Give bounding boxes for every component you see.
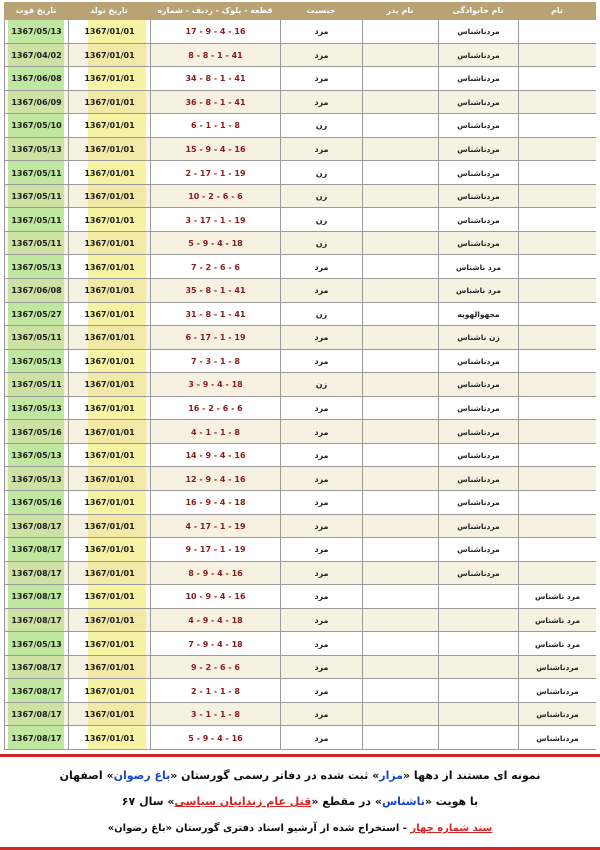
table-row	[4, 67, 596, 91]
birth-date-cell: 1367/01/01	[68, 114, 150, 138]
father-name-cell	[362, 279, 438, 303]
gender-cell: مرد	[280, 420, 362, 444]
gender-cell: مرد	[280, 609, 362, 633]
birth-date-cell: 1367/01/01	[68, 255, 150, 279]
name-cell	[518, 303, 596, 327]
grave-location-cell: 9 - 2 - 6 - 6	[150, 656, 280, 680]
father-name-cell	[362, 138, 438, 162]
name-cell: مرد ناشناس	[518, 585, 596, 609]
name-cell: مردناشناس	[518, 679, 596, 703]
family-name-cell	[438, 609, 518, 633]
family-name-cell: مرد ناشناس	[438, 255, 518, 279]
caption-highlight: ناشناس	[381, 795, 425, 808]
grave-location-cell: 2 - 1 - 1 - 8	[150, 679, 280, 703]
table-row	[4, 279, 596, 303]
header-family-name: نام خانوادگی	[452, 6, 504, 15]
birth-date-cell: 1367/01/01	[68, 185, 150, 209]
birth-date-cell: 1367/01/01	[68, 326, 150, 350]
table-row	[4, 255, 596, 279]
name-cell	[518, 161, 596, 185]
death-date-cell: 1367/05/13	[4, 467, 68, 491]
father-name-cell	[362, 656, 438, 680]
death-date-cell: 1367/08/17	[4, 538, 68, 562]
death-date-cell: 1367/05/13	[4, 444, 68, 468]
grave-location-cell: 3 - 9 - 4 - 18	[150, 373, 280, 397]
death-date-cell: 1367/08/17	[4, 562, 68, 586]
table-row	[4, 444, 596, 468]
family-name-cell: مردناشناس	[438, 467, 518, 491]
header-father-name: نام پدر	[386, 6, 414, 15]
death-date-cell: 1367/05/13	[4, 255, 68, 279]
birth-date-cell: 1367/01/01	[68, 562, 150, 586]
father-name-cell	[362, 397, 438, 421]
gender-cell: مرد	[280, 491, 362, 515]
gender-cell: مرد	[280, 279, 362, 303]
family-name-cell: مردناشناس	[438, 208, 518, 232]
death-date-cell: 1367/05/13	[4, 138, 68, 162]
table-row	[4, 538, 596, 562]
gender-cell: زن	[280, 208, 362, 232]
table-row	[4, 515, 596, 539]
birth-date-cell: 1367/01/01	[68, 420, 150, 444]
birth-date-cell: 1367/01/01	[68, 397, 150, 421]
document-caption	[0, 754, 600, 850]
birth-date-cell: 1367/01/01	[68, 138, 150, 162]
table-row	[4, 326, 596, 350]
family-name-cell: مردناشناس	[438, 232, 518, 256]
death-date-cell: 1367/08/17	[4, 609, 68, 633]
death-date-cell: 1367/08/17	[4, 679, 68, 703]
death-date-cell: 1367/05/16	[4, 420, 68, 444]
father-name-cell	[362, 91, 438, 115]
birth-date-cell: 1367/01/01	[68, 279, 150, 303]
father-name-cell	[362, 350, 438, 374]
death-date-cell: 1367/08/17	[4, 726, 68, 750]
birth-date-cell: 1367/01/01	[68, 632, 150, 656]
birth-date-cell: 1367/01/01	[68, 303, 150, 327]
gender-cell: مرد	[280, 397, 362, 421]
table-row	[4, 609, 596, 633]
gender-cell: مرد	[280, 585, 362, 609]
table-row	[4, 208, 596, 232]
table-row	[4, 679, 596, 703]
grave-location-cell: 35 - 8 - 1 - 41	[150, 279, 280, 303]
death-date-cell: 1367/05/16	[4, 491, 68, 515]
father-name-cell	[362, 467, 438, 491]
name-cell	[518, 208, 596, 232]
father-name-cell	[362, 44, 438, 68]
birth-date-cell: 1367/01/01	[68, 726, 150, 750]
family-name-cell: مردناشناس	[438, 373, 518, 397]
birth-date-cell: 1367/01/01	[68, 161, 150, 185]
birth-date-cell: 1367/01/01	[68, 20, 150, 44]
father-name-cell	[362, 562, 438, 586]
table-row	[4, 703, 596, 727]
grave-location-cell: 7 - 2 - 6 - 6	[150, 255, 280, 279]
grave-location-cell: 15 - 9 - 4 - 16	[150, 138, 280, 162]
caption-line-3	[0, 823, 600, 834]
gender-cell: مرد	[280, 726, 362, 750]
caption-highlight: مزار	[379, 769, 403, 782]
caption-text: » اصفهان	[59, 769, 114, 782]
birth-date-cell: 1367/01/01	[68, 515, 150, 539]
father-name-cell	[362, 703, 438, 727]
family-name-cell: مردناشناس	[438, 138, 518, 162]
family-name-cell: مردناشناس	[438, 44, 518, 68]
table-row	[4, 585, 596, 609]
father-name-cell	[362, 515, 438, 539]
name-cell	[518, 467, 596, 491]
family-name-cell: مردناشناس	[438, 67, 518, 91]
gender-cell: مرد	[280, 20, 362, 44]
death-date-cell: 1367/05/13	[4, 350, 68, 374]
birth-date-cell: 1367/01/01	[68, 538, 150, 562]
death-date-cell: 1367/05/13	[4, 397, 68, 421]
gender-cell: مرد	[280, 562, 362, 586]
family-name-cell	[438, 679, 518, 703]
header-death-date: تاریخ فوت	[15, 6, 57, 15]
grave-location-cell: 34 - 8 - 1 - 41	[150, 67, 280, 91]
death-date-cell: 1367/06/09	[4, 91, 68, 115]
grave-location-cell: 14 - 9 - 4 - 16	[150, 444, 280, 468]
name-cell	[518, 562, 596, 586]
name-cell: مردناشناس	[518, 703, 596, 727]
name-cell	[518, 350, 596, 374]
gender-cell: مرد	[280, 350, 362, 374]
father-name-cell	[362, 114, 438, 138]
family-name-cell: زن ناشناس	[438, 326, 518, 350]
birth-date-cell: 1367/01/01	[68, 656, 150, 680]
name-cell	[518, 444, 596, 468]
name-cell	[518, 420, 596, 444]
death-date-cell: 1367/05/13	[4, 20, 68, 44]
table-row	[4, 91, 596, 115]
death-date-cell: 1367/06/08	[4, 67, 68, 91]
family-name-cell: مردناشناس	[438, 420, 518, 444]
table-header	[4, 2, 596, 20]
death-date-cell: 1367/05/11	[4, 373, 68, 397]
name-cell	[518, 232, 596, 256]
birth-date-cell: 1367/01/01	[68, 467, 150, 491]
family-name-cell: مردناشناس	[438, 20, 518, 44]
family-name-cell	[438, 703, 518, 727]
death-date-cell: 1367/05/11	[4, 185, 68, 209]
caption-text: » سال ۶۷	[121, 795, 175, 808]
caption-source: - استخراج شده از آرشیو اسناد دفتری گورستان «باغ رضوان»	[107, 823, 411, 834]
grave-location-cell: 10 - 9 - 4 - 16	[150, 585, 280, 609]
name-cell	[518, 44, 596, 68]
father-name-cell	[362, 303, 438, 327]
family-name-cell: مردناشناس	[438, 538, 518, 562]
gender-cell: مرد	[280, 538, 362, 562]
gender-cell: زن	[280, 161, 362, 185]
grave-location-cell: 6 - 1 - 1 - 8	[150, 114, 280, 138]
gender-cell: مرد	[280, 255, 362, 279]
family-name-cell: مجهوالهویه	[438, 303, 518, 327]
gender-cell: مرد	[280, 91, 362, 115]
name-cell: مرد ناشناس	[518, 632, 596, 656]
table-row	[4, 20, 596, 44]
name-cell	[518, 255, 596, 279]
family-name-cell: مردناشناس	[438, 114, 518, 138]
name-cell	[518, 279, 596, 303]
grave-location-cell: 36 - 8 - 1 - 41	[150, 91, 280, 115]
birth-date-cell: 1367/01/01	[68, 232, 150, 256]
grave-location-cell: 4 - 17 - 1 - 19	[150, 515, 280, 539]
gender-cell: مرد	[280, 679, 362, 703]
gender-cell: زن	[280, 373, 362, 397]
header-location: قطعه - بلوک - ردیف - شماره	[157, 6, 273, 15]
name-cell	[518, 91, 596, 115]
caption-text: » در مقطع «	[311, 795, 382, 808]
name-cell	[518, 515, 596, 539]
gender-cell: مرد	[280, 138, 362, 162]
grave-location-cell: 3 - 1 - 1 - 8	[150, 703, 280, 727]
gender-cell: زن	[280, 114, 362, 138]
header-birth-date: تاریخ تولد	[90, 6, 128, 15]
death-date-cell: 1367/08/17	[4, 585, 68, 609]
name-cell	[518, 326, 596, 350]
gender-cell: مرد	[280, 444, 362, 468]
grave-location-cell: 4 - 9 - 4 - 18	[150, 609, 280, 633]
gender-cell: مرد	[280, 703, 362, 727]
father-name-cell	[362, 255, 438, 279]
document-number: سند شماره چهار	[410, 823, 493, 834]
birth-date-cell: 1367/01/01	[68, 91, 150, 115]
name-cell: مرد ناشناس	[518, 609, 596, 633]
family-name-cell: مردناشناس	[438, 444, 518, 468]
name-cell	[518, 20, 596, 44]
table-row	[4, 656, 596, 680]
father-name-cell	[362, 491, 438, 515]
table-row	[4, 632, 596, 656]
father-name-cell	[362, 185, 438, 209]
grave-location-cell: 16 - 9 - 4 - 18	[150, 491, 280, 515]
father-name-cell	[362, 232, 438, 256]
birth-date-cell: 1367/01/01	[68, 679, 150, 703]
header-name: نام	[551, 6, 563, 15]
caption-text: » ثبت شده در دفاتر رسمی گورستان «	[170, 769, 380, 782]
caption-highlight: باغ رضوان	[113, 769, 171, 782]
family-name-cell: مردناشناس	[438, 185, 518, 209]
birth-date-cell: 1367/01/01	[68, 609, 150, 633]
father-name-cell	[362, 420, 438, 444]
family-name-cell	[438, 632, 518, 656]
family-name-cell	[438, 726, 518, 750]
father-name-cell	[362, 20, 438, 44]
father-name-cell	[362, 538, 438, 562]
death-date-cell: 1367/05/13	[4, 632, 68, 656]
grave-location-cell: 2 - 17 - 1 - 19	[150, 161, 280, 185]
father-name-cell	[362, 585, 438, 609]
father-name-cell	[362, 726, 438, 750]
grave-location-cell: 3 - 17 - 1 - 19	[150, 208, 280, 232]
name-cell	[518, 67, 596, 91]
grave-location-cell: 4 - 1 - 1 - 8	[150, 420, 280, 444]
family-name-cell: مردناشناس	[438, 91, 518, 115]
table-row	[4, 726, 596, 750]
family-name-cell	[438, 585, 518, 609]
family-name-cell: مردناشناس	[438, 350, 518, 374]
family-name-cell	[438, 656, 518, 680]
father-name-cell	[362, 632, 438, 656]
name-cell: مردناشناس	[518, 656, 596, 680]
father-name-cell	[362, 373, 438, 397]
grave-location-cell: 10 - 2 - 6 - 6	[150, 185, 280, 209]
death-date-cell: 1367/05/11	[4, 161, 68, 185]
grave-location-cell: 31 - 8 - 1 - 41	[150, 303, 280, 327]
father-name-cell	[362, 326, 438, 350]
table-row	[4, 397, 596, 421]
father-name-cell	[362, 67, 438, 91]
death-date-cell: 1367/08/17	[4, 515, 68, 539]
gender-cell: مرد	[280, 656, 362, 680]
death-date-cell: 1367/05/27	[4, 303, 68, 327]
father-name-cell	[362, 444, 438, 468]
death-date-cell: 1367/05/11	[4, 326, 68, 350]
family-name-cell: مردناشناس	[438, 491, 518, 515]
name-cell	[518, 397, 596, 421]
death-date-cell: 1367/08/17	[4, 703, 68, 727]
name-cell	[518, 373, 596, 397]
table-row	[4, 44, 596, 68]
table-row	[4, 373, 596, 397]
gender-cell: مرد	[280, 326, 362, 350]
death-date-cell: 1367/05/10	[4, 114, 68, 138]
table-row	[4, 303, 596, 327]
caption-text: نمونه ای مستند از دهها «	[403, 769, 541, 782]
death-date-cell: 1367/04/02	[4, 44, 68, 68]
birth-date-cell: 1367/01/01	[68, 491, 150, 515]
family-name-cell: مردناشناس	[438, 515, 518, 539]
birth-date-cell: 1367/01/01	[68, 350, 150, 374]
grave-location-cell: 12 - 9 - 4 - 16	[150, 467, 280, 491]
table-row	[4, 161, 596, 185]
table-row	[4, 232, 596, 256]
birth-date-cell: 1367/01/01	[68, 67, 150, 91]
table-row	[4, 467, 596, 491]
family-name-cell: مردناشناس	[438, 562, 518, 586]
gender-cell: مرد	[280, 515, 362, 539]
death-date-cell: 1367/06/08	[4, 279, 68, 303]
name-cell	[518, 138, 596, 162]
table-row	[4, 114, 596, 138]
death-date-cell: 1367/08/17	[4, 656, 68, 680]
family-name-cell: مردناشناس	[438, 161, 518, 185]
birth-date-cell: 1367/01/01	[68, 703, 150, 727]
caption-text: با هویت «	[424, 795, 479, 808]
name-cell	[518, 538, 596, 562]
grave-location-cell: 7 - 3 - 1 - 8	[150, 350, 280, 374]
grave-location-cell: 8 - 9 - 4 - 16	[150, 562, 280, 586]
grave-location-cell: 7 - 9 - 4 - 18	[150, 632, 280, 656]
table-row	[4, 350, 596, 374]
birth-date-cell: 1367/01/01	[68, 44, 150, 68]
gender-cell: مرد	[280, 44, 362, 68]
birth-date-cell: 1367/01/01	[68, 444, 150, 468]
caption-line-1	[0, 769, 600, 782]
father-name-cell	[362, 208, 438, 232]
name-cell	[518, 491, 596, 515]
death-date-cell: 1367/05/11	[4, 208, 68, 232]
name-cell	[518, 185, 596, 209]
birth-date-cell: 1367/01/01	[68, 585, 150, 609]
father-name-cell	[362, 161, 438, 185]
gender-cell: زن	[280, 303, 362, 327]
father-name-cell	[362, 679, 438, 703]
gender-cell: زن	[280, 232, 362, 256]
family-name-cell: مردناشناس	[438, 397, 518, 421]
header-gender: جنسیت	[306, 6, 336, 15]
gender-cell: مرد	[280, 467, 362, 491]
grave-location-cell: 9 - 17 - 1 - 19	[150, 538, 280, 562]
name-cell: مردناشناس	[518, 726, 596, 750]
gender-cell: مرد	[280, 67, 362, 91]
grave-location-cell: 5 - 9 - 4 - 18	[150, 232, 280, 256]
grave-location-cell: 6 - 17 - 1 - 19	[150, 326, 280, 350]
father-name-cell	[362, 609, 438, 633]
grave-location-cell: 8 - 8 - 1 - 41	[150, 44, 280, 68]
grave-location-cell: 17 - 9 - 4 - 16	[150, 20, 280, 44]
grave-location-cell: 5 - 9 - 4 - 16	[150, 726, 280, 750]
table-row	[4, 138, 596, 162]
table-row	[4, 420, 596, 444]
gender-cell: زن	[280, 185, 362, 209]
table-row	[4, 562, 596, 586]
name-cell	[518, 114, 596, 138]
caption-highlight-red: قتل عام زندانیان سیاسی	[174, 795, 312, 808]
birth-date-cell: 1367/01/01	[68, 373, 150, 397]
birth-date-cell: 1367/01/01	[68, 208, 150, 232]
grave-location-cell: 16 - 2 - 6 - 6	[150, 397, 280, 421]
death-date-cell: 1367/05/11	[4, 232, 68, 256]
caption-line-2	[0, 795, 600, 808]
family-name-cell: مرد ناشناس	[438, 279, 518, 303]
table-row	[4, 185, 596, 209]
table-row	[4, 491, 596, 515]
gender-cell: مرد	[280, 632, 362, 656]
